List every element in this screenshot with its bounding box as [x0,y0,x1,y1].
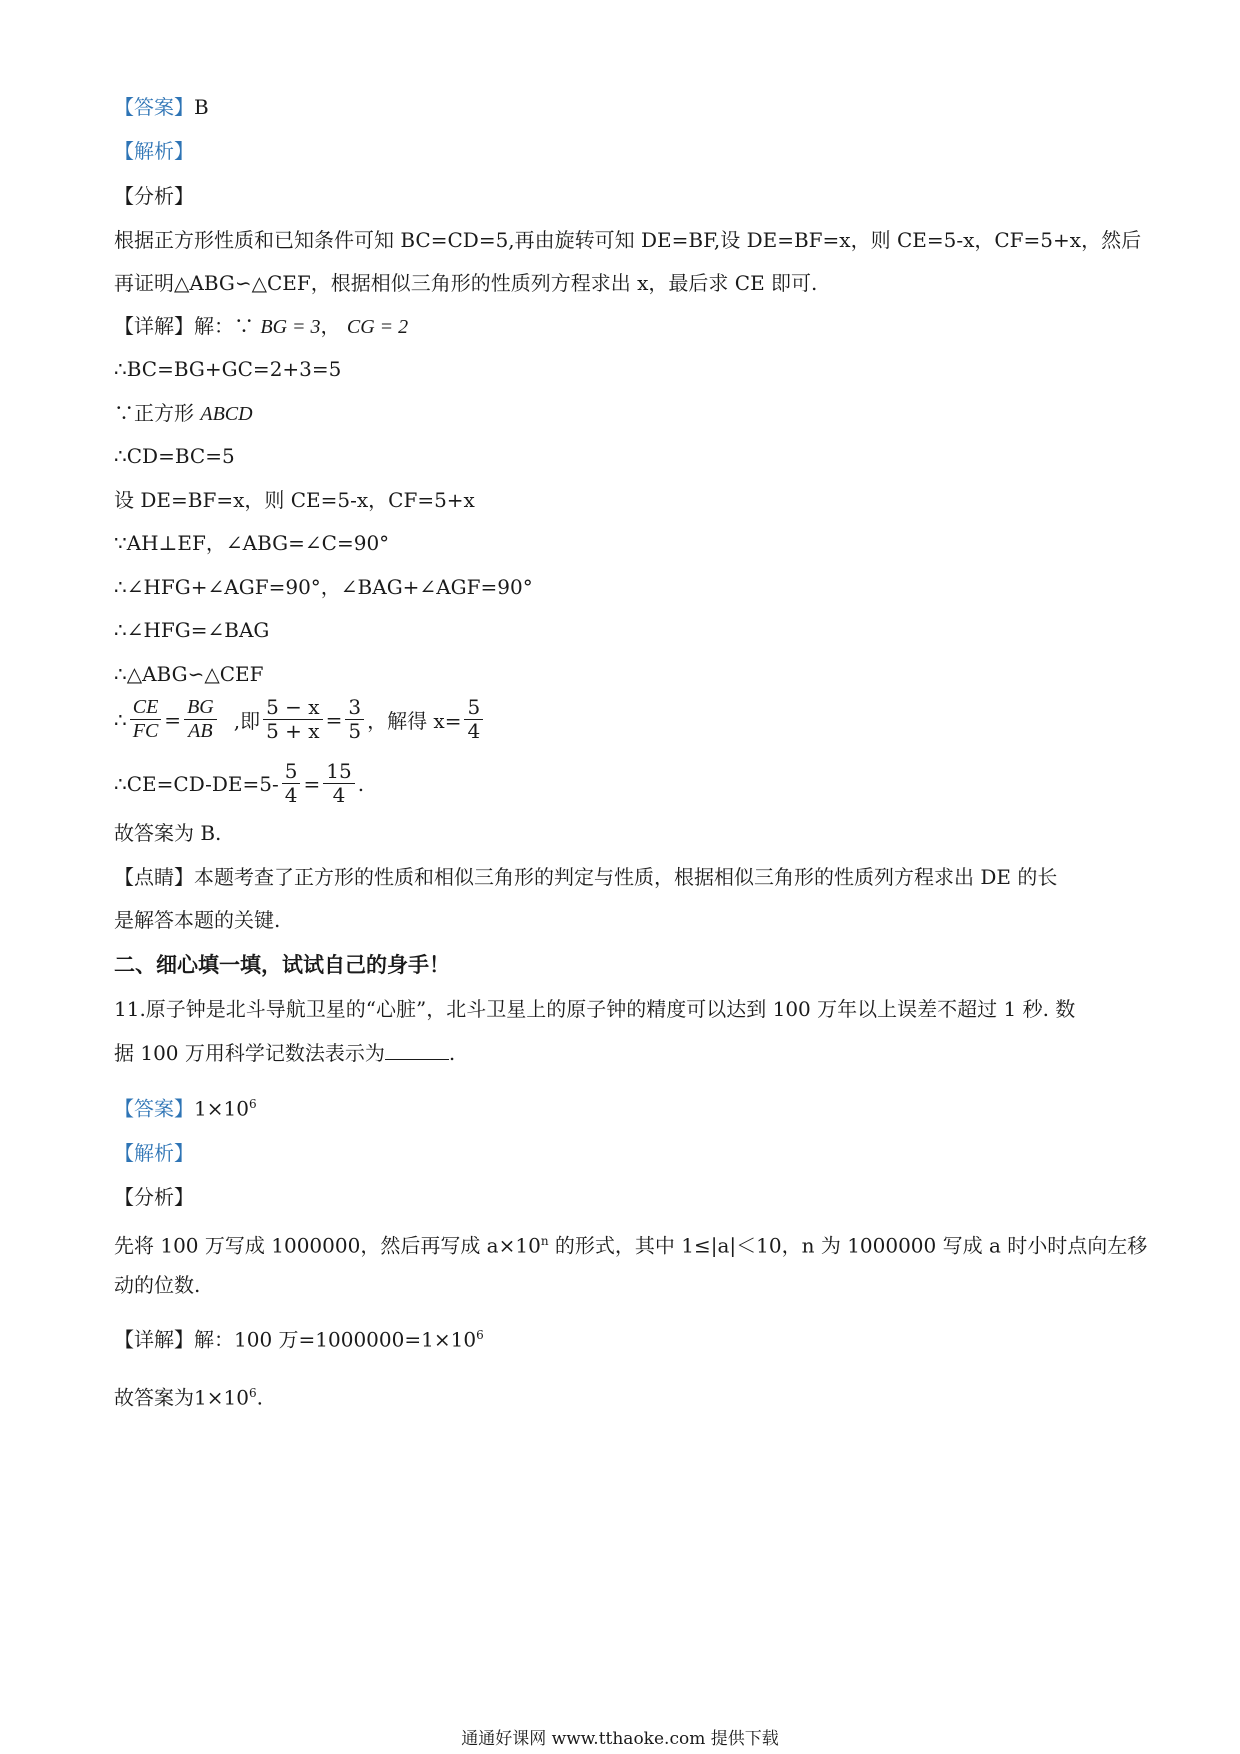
q10-xiangjie-line [114,311,408,342]
q10-fenxi-line2: 再证明△ABG∽△CEF，根据相似三角形的性质列方程求出 x，最后求 CE 即可. [114,271,818,295]
period: . [357,771,365,796]
q10-ce-equation [114,760,364,807]
q11-stem-line2 [114,1038,455,1068]
q11-fenxi-exponent: n [540,1234,549,1248]
q10-dianjing-line1: 【点睛】本题考查了正方形的性质和相似三角形的判定与性质，根据相似三角形的性质列方程求出 DE 的长 [114,865,1058,889]
q10-fenxi-label: 【分析】 [114,184,194,208]
q11-stem-line1: 11.原子钟是北斗导航卫星的“心脏”，北斗卫星上的原子钟的精度可以达到 100 万年以上误差不超过 1 秒. 数 [114,997,1076,1021]
ji-text: ,即 [233,709,261,733]
q10-square-line [114,398,253,429]
fraction-numerator: 15 [323,760,354,784]
q11-xiangjie-exponent: 6 [476,1328,484,1342]
fraction-numerator: 5 [464,696,483,720]
q11-xiangjie-line [114,1320,484,1355]
q10-fenxi-line1: 根据正方形性质和已知条件可知 BC=CD=5,再由旋转可知 DE=BF,设 DE=BF=x，则 CE=5-x，CF=5+x，然后 [114,228,1142,252]
q10-answer-value: B [194,95,209,119]
q10-angle-sum-line: ∴∠HFG+∠AGF=90°，∠BAG+∠AGF=90° [114,575,533,599]
q11-fenxi-text-b: 的形式，其中 1≤|a|＜10，n 为 1000000 写成 a 时小时点向左移 [548,1233,1148,1258]
answer-blank [385,1039,449,1060]
q10-bc-line: ∴BC=BG+GC=2+3=5 [114,357,342,381]
q11-answer-exponent: 6 [248,1097,257,1111]
fraction-denominator: AB [188,720,213,742]
fraction-denominator: 5 + x [266,719,320,743]
equals-sign: = [164,707,182,732]
q10-similar-line: ∴△ABG∽△CEF [114,662,264,686]
q11-conclusion-text: 故答案为1×10 [114,1385,249,1410]
square-name: ABCD [200,403,253,425]
q11-answer-line [114,1089,257,1124]
equals-sign: = [303,771,321,796]
q11-stem-end: . [448,1041,456,1065]
fraction-numerator: 5 [282,760,301,784]
fraction-numerator: 5 − x [263,696,322,720]
square-prefix: ∵正方形 [114,401,201,425]
cg-equation: CG = 2 [346,316,409,338]
q10-set-line: 设 DE=BF=x，则 CE=5-x，CF=5+x [114,488,475,512]
q10-cd-line: ∴CD=BC=5 [114,444,235,468]
q11-conclusion-exponent: 6 [248,1386,257,1400]
page-footer: 通通好课网 www.tthaoke.com 提供下载 [461,1729,779,1749]
equals-sign: = [325,707,343,732]
q10-answer-label: 【答案】 [114,95,194,119]
fraction-denominator: 5 [348,719,362,743]
q11-fenxi-line1 [114,1226,1147,1261]
fraction-denominator: FC [132,720,159,742]
solve-text: ，解得 x= [367,709,462,733]
q10-xiangjie-label: 【详解】解：∵ [114,314,254,338]
q11-answer-base: 1×10 [194,1096,249,1121]
fraction-bg-ab [184,696,217,743]
q10-ratio-equation [114,696,486,743]
q10-answer-line [114,92,209,122]
fraction-5-4 [282,760,301,807]
fraction-5-4 [464,696,483,743]
fraction-3-5 [345,696,364,743]
fraction-denominator: 4 [467,719,481,743]
q10-conclusion: 故答案为 B. [114,821,222,845]
q10-dianjing-line2: 是解答本题的关键. [114,908,281,932]
fraction-numerator: 3 [345,696,364,720]
q10-equal-angle-line: ∴∠HFG=∠BAG [114,618,270,642]
fraction-denominator: 4 [332,783,346,807]
q11-conclusion-end: . [256,1385,263,1410]
q11-stem-text: 据 100 万用科学记数法表示为 [114,1041,385,1065]
ce-prefix: ∴CE=CD-DE=5- [114,771,279,796]
q10-jiexi-label: 【解析】 [114,139,194,163]
fraction-numerator: CE [130,696,162,720]
fraction-15-4 [323,760,354,807]
bg-equation: BG = 3 [260,316,321,338]
fraction-numerator: BG [184,696,217,720]
fraction-denominator: 4 [284,783,298,807]
q11-fenxi-line2: 动的位数. [114,1273,201,1297]
q11-fenxi-label: 【分析】 [114,1185,194,1209]
therefore-symbol: ∴ [114,707,127,732]
q11-xiangjie-text: 【详解】解：100 万=1000000=1×10 [114,1327,477,1352]
separator-comma: ， [320,314,341,338]
q10-perp-line: ∵AH⊥EF，∠ABG=∠C=90° [114,531,390,555]
q11-jiexi-label: 【解析】 [114,1141,194,1165]
fraction-5-minus-x [263,696,322,743]
section-title: 二、细心填一填，试试自己的身手！ [114,952,450,977]
fraction-ce-fc [130,696,162,743]
q11-conclusion [114,1378,263,1413]
q11-answer-label: 【答案】 [114,1096,194,1121]
q11-fenxi-text-a: 先将 100 万写成 1000000，然后再写成 a×10 [114,1233,541,1258]
